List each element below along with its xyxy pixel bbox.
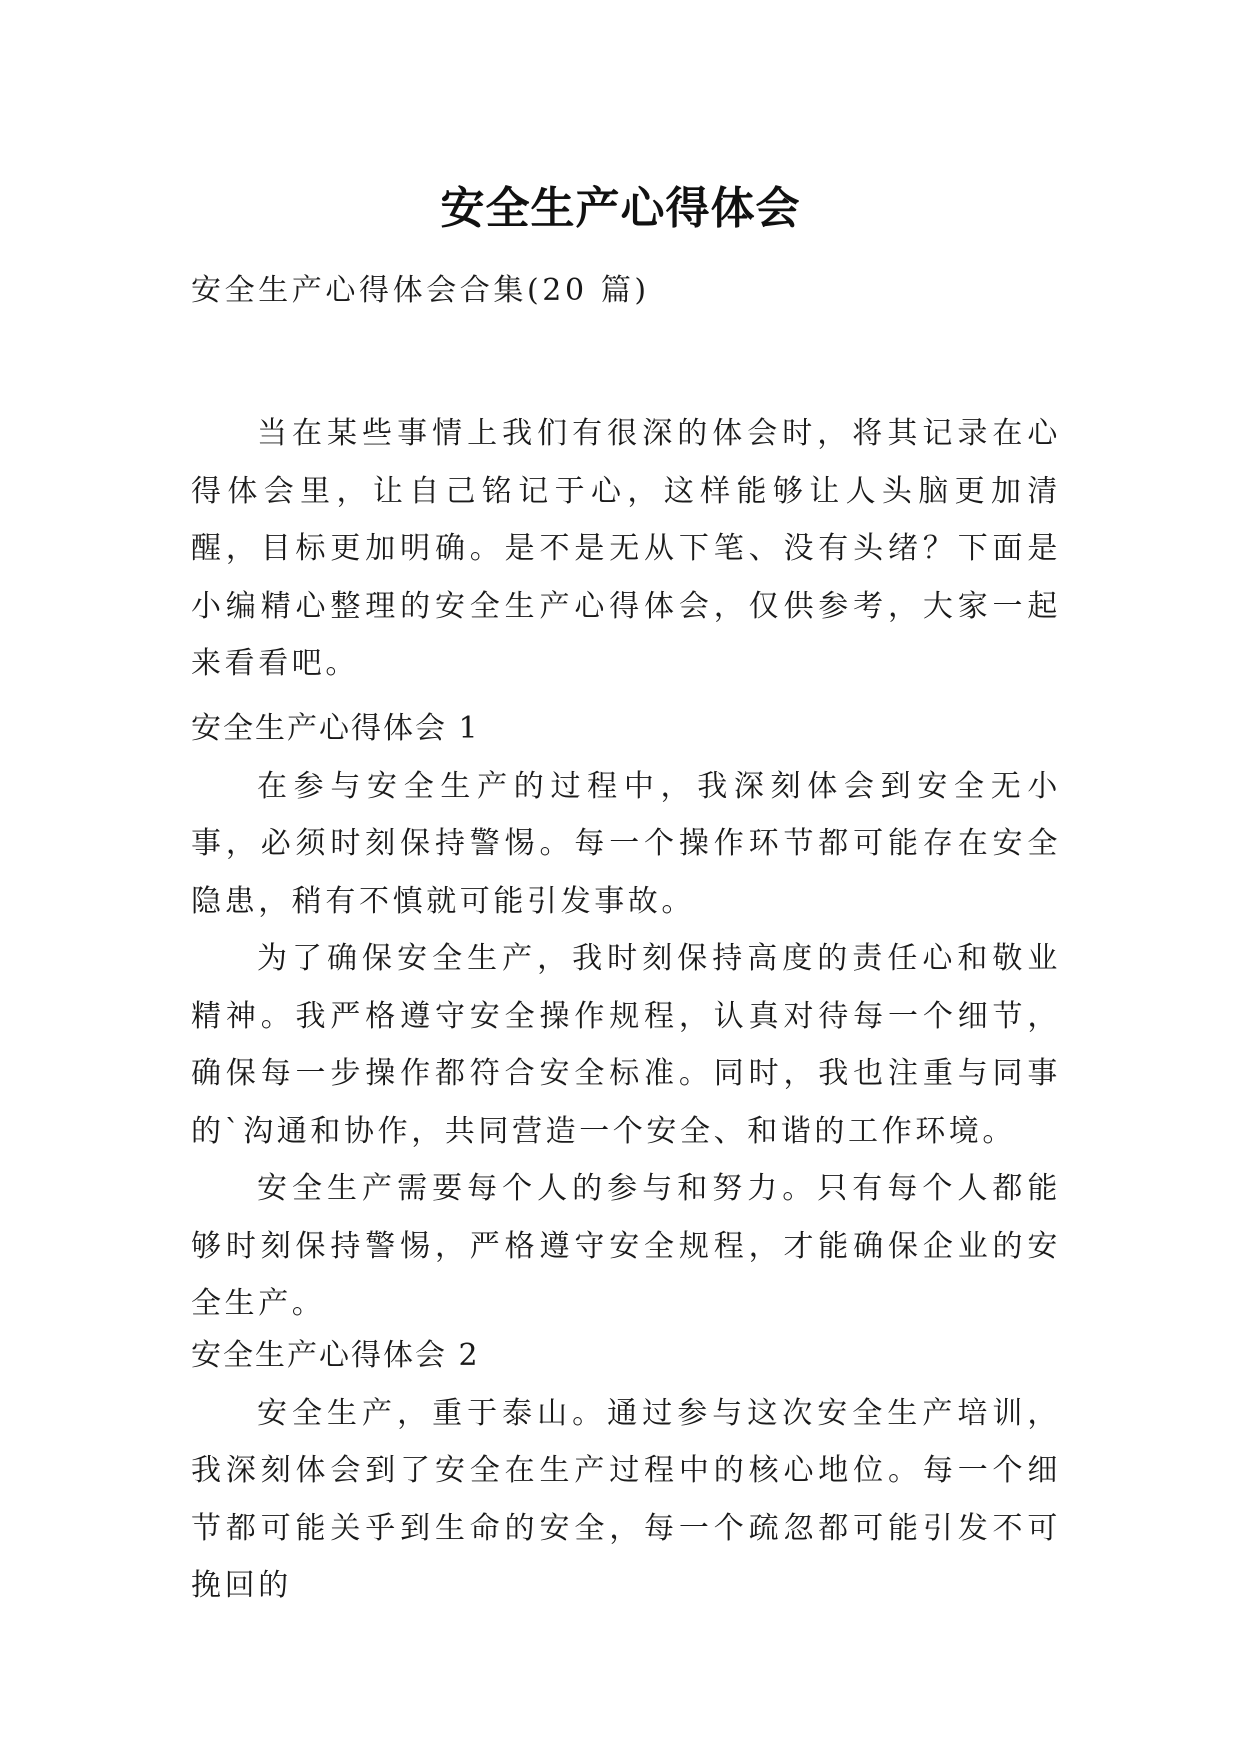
subtitle-text: 安全生产心得体会合集(20 篇) [191, 273, 650, 308]
section-paragraph: 安全生产需要每个人的参与和努力。只有每个人都能够时刻保持警惕，严格遵守安全规程，才能确保企业的安全生产。 [191, 1171, 1061, 1321]
intro-paragraph: 当在某些事情上我们有很深的体会时，将其记录在心得体会里，让自己铭记于心，这样能够让人头脑更加清醒，目标更加明确。是不是无从下笔、没有头绪？下面是小编精心整理的安全生产心得体会，仅供参考，大家一起来看看吧。 [191, 416, 1061, 681]
section-1 [191, 700, 1061, 1333]
section-2 [191, 1327, 1061, 1615]
section-paragraph: 在参与安全生产的过程中，我深刻体会到安全无小事，必须时刻保持警惕。每一个操作环节都可能存在安全隐患，稍有不慎就可能引发事故。 [191, 768, 1061, 919]
section-heading: 安全生产心得体会 1 [191, 711, 480, 746]
section-heading: 安全生产心得体会 2 [191, 1338, 480, 1373]
document-title: 安全生产心得体会 [440, 183, 801, 235]
section-paragraph: 安全生产，重于泰山。通过参与这次安全生产培训，我深刻体会到了安全在生产过程中的核心地位。每一个细节都可能关乎到生命的安全，每一个疏忽都可能引发不可挽回的 [191, 1395, 1061, 1603]
document-subtitle [191, 262, 1061, 320]
section-paragraph: 为了确保安全生产，我时刻保持高度的责任心和敬业精神。我严格遵守安全操作规程，认真对待每一个细节，确保每一步操作都符合安全标准。同时，我也注重与同事的`沟通和协作，共同营造一个安全、和谐的工作环境。 [191, 941, 1061, 1149]
intro-section [191, 405, 1061, 693]
